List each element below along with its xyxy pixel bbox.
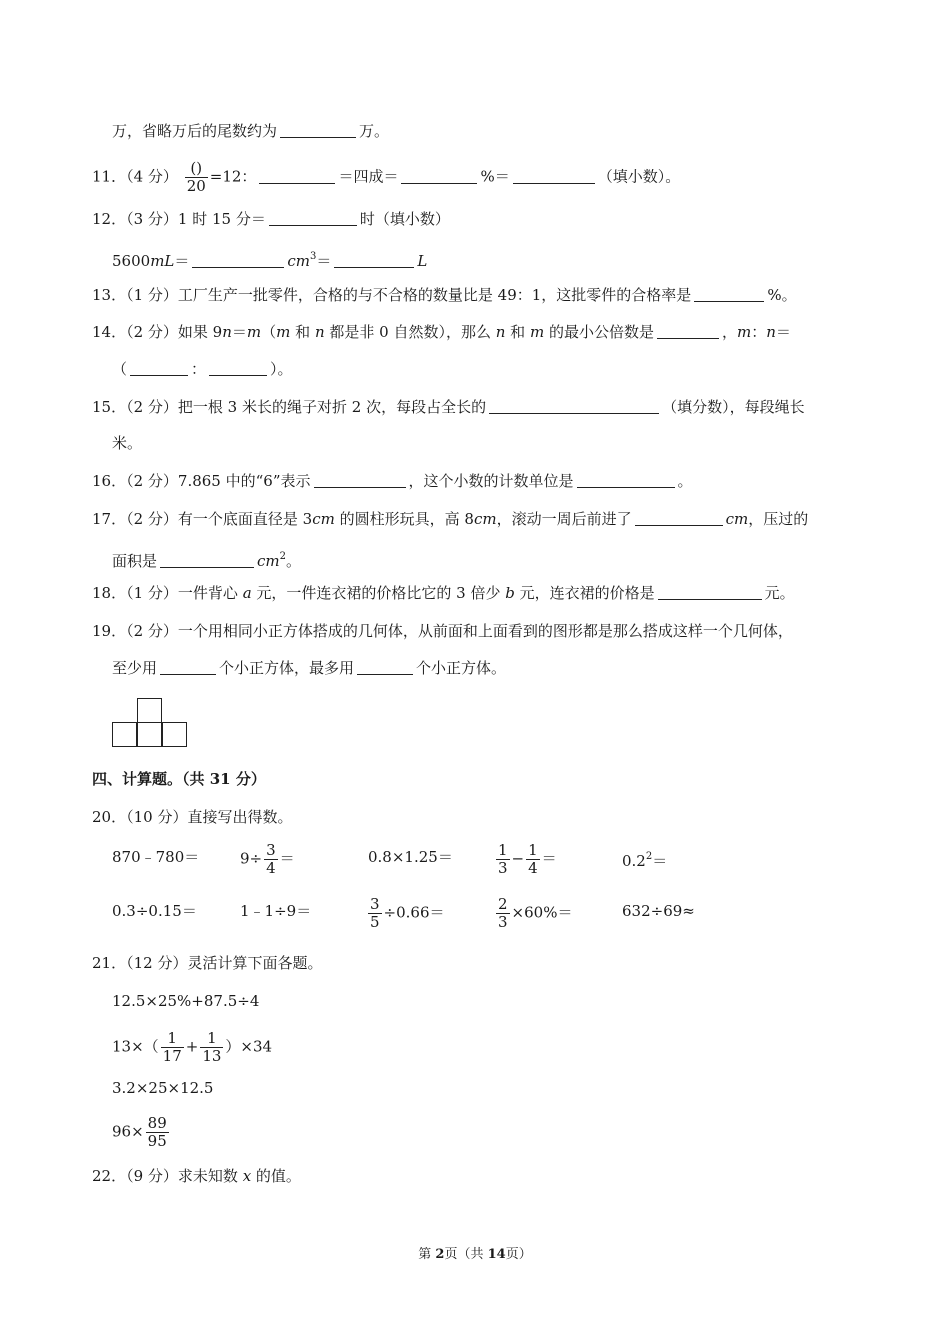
fraction: $\frac{3}{4}$ xyxy=(266,841,276,877)
calc-item: 870﹣780＝ xyxy=(112,848,200,866)
answer-blank[interactable] xyxy=(160,551,254,568)
question-21: 21．（12 分）灵活计算下面各题。 xyxy=(92,954,323,972)
question-18: 18．（1 分）一件背心 a 元，一件连衣裙的价格比它的 3 倍少 b 元，连衣裙的价格是 元。 xyxy=(92,584,795,602)
calc-item: $\frac{1}{3}$ − $\frac{1}{4}$ ＝ xyxy=(498,841,557,877)
fraction: $\frac{89}{95}$ xyxy=(147,1114,167,1150)
question-16: 16．（2 分）7.865 中的“6”表示 ，这个小数的计数单位是 。 xyxy=(92,472,693,490)
fraction: $\frac{1}{4}$ xyxy=(528,841,538,877)
cube-right xyxy=(162,722,187,747)
answer-blank[interactable] xyxy=(334,251,414,268)
section-heading: 四、计算题。（共 31 分） xyxy=(92,770,266,788)
calc-item: 0.3÷0.15＝ xyxy=(112,902,197,920)
answer-blank[interactable] xyxy=(513,167,595,184)
cube-left xyxy=(112,722,137,747)
answer-blank[interactable] xyxy=(357,658,413,675)
calc-item: 9÷ $\frac{3}{4}$ ＝ xyxy=(240,841,295,877)
fraction: $\frac{3}{5}$ xyxy=(370,895,380,931)
calc-item: $0.2^2=$ xyxy=(622,851,668,870)
answer-blank[interactable] xyxy=(694,285,764,302)
answer-blank[interactable] xyxy=(130,359,188,376)
answer-blank[interactable] xyxy=(160,658,216,675)
expression: 12.5×25%+87.5÷4 xyxy=(112,992,260,1010)
expression: 13×（ $\frac{1}{17}$ + $\frac{1}{13}$ ）×34 xyxy=(112,1029,273,1065)
question-14: 14．（2 分）如果 9n＝m（m 和 n 都是非 0 自然数），那么 n 和 m 的最小公倍数是 ，m：n＝ xyxy=(92,323,791,341)
answer-blank[interactable] xyxy=(658,583,762,600)
calc-item: $\frac{2}{3}$ ×60%＝ xyxy=(498,895,573,931)
answer-blank[interactable] xyxy=(209,359,267,376)
cube-top xyxy=(137,698,162,723)
answer-blank[interactable] xyxy=(657,322,719,339)
calc-item: $\frac{3}{5}$ ÷0.66＝ xyxy=(370,895,445,931)
question-17: 17．（2 分）有一个底面直径是 3cm 的圆柱形玩具，高 8cm，滚动一周后前进了 cm，压过的 xyxy=(92,510,809,528)
expression: 3.2×25×12.5 xyxy=(112,1079,214,1097)
fraction: $\frac{1}{17}$ xyxy=(162,1029,182,1065)
question-15-line2: 米。 xyxy=(112,434,143,452)
answer-blank[interactable] xyxy=(192,251,284,268)
question-13: 13．（1 分）工厂生产一批零件，合格的与不合格的数量比是 49：1，这批零件的合格率是 %。 xyxy=(92,286,797,304)
question-22: 22．（9 分）求未知数 x 的值。 xyxy=(92,1167,301,1185)
question-20: 20．（10 分）直接写出得数。 xyxy=(92,808,293,826)
answer-blank[interactable] xyxy=(314,471,406,488)
question-15: 15．（2 分）把一根 3 米长的绳子对折 2 次，每段占全长的 （填分数），每段绳长 xyxy=(92,398,805,416)
answer-blank[interactable] xyxy=(259,167,335,184)
question-17-line2: 面积是 $cm^2$。 xyxy=(112,551,302,570)
calc-item: 0.8×1.25＝ xyxy=(368,848,453,866)
carry-line: 万，省略万后的尾数约为 万。 xyxy=(112,122,390,140)
cube-middle xyxy=(137,722,162,747)
fraction: $\frac{1}{3}$ xyxy=(498,841,508,877)
question-12: 12．（3 分）1 时 15 分＝ 时（填小数） xyxy=(92,210,450,228)
question-14-line2: （ ： ）。 xyxy=(112,360,293,378)
calc-item: 1﹣1÷9＝ xyxy=(240,902,312,920)
answer-blank[interactable] xyxy=(269,209,357,226)
question-19: 19．（2 分）一个用相同小正方体搭成的几何体，从前面和上面看到的图形都是那么搭成这样一个几何体， xyxy=(92,622,793,640)
answer-blank[interactable] xyxy=(577,471,675,488)
fraction: $\frac{2}{3}$ xyxy=(498,895,508,931)
answer-blank[interactable] xyxy=(489,397,659,414)
calc-item: 632÷69≈ xyxy=(622,902,695,920)
question-19-line2: 至少用 个小正方体，最多用 个小正方体。 xyxy=(112,659,507,677)
fraction: $\frac{()}{20}$ xyxy=(186,159,206,195)
question-11: 11．（4 分） $\frac{()}{20}$ =12： ＝四成＝ %＝ （填小数）。 xyxy=(92,159,681,195)
fraction: $\frac{1}{13}$ xyxy=(202,1029,222,1065)
answer-blank[interactable] xyxy=(635,509,723,526)
answer-blank[interactable] xyxy=(280,121,356,138)
answer-blank[interactable] xyxy=(401,167,477,184)
page-footer: 第 2页（共 14页） xyxy=(418,1247,532,1262)
expression: 96× $\frac{89}{95}$ xyxy=(112,1114,167,1150)
question-12-line2: $5600mL= cm^3= L$ xyxy=(112,251,428,270)
